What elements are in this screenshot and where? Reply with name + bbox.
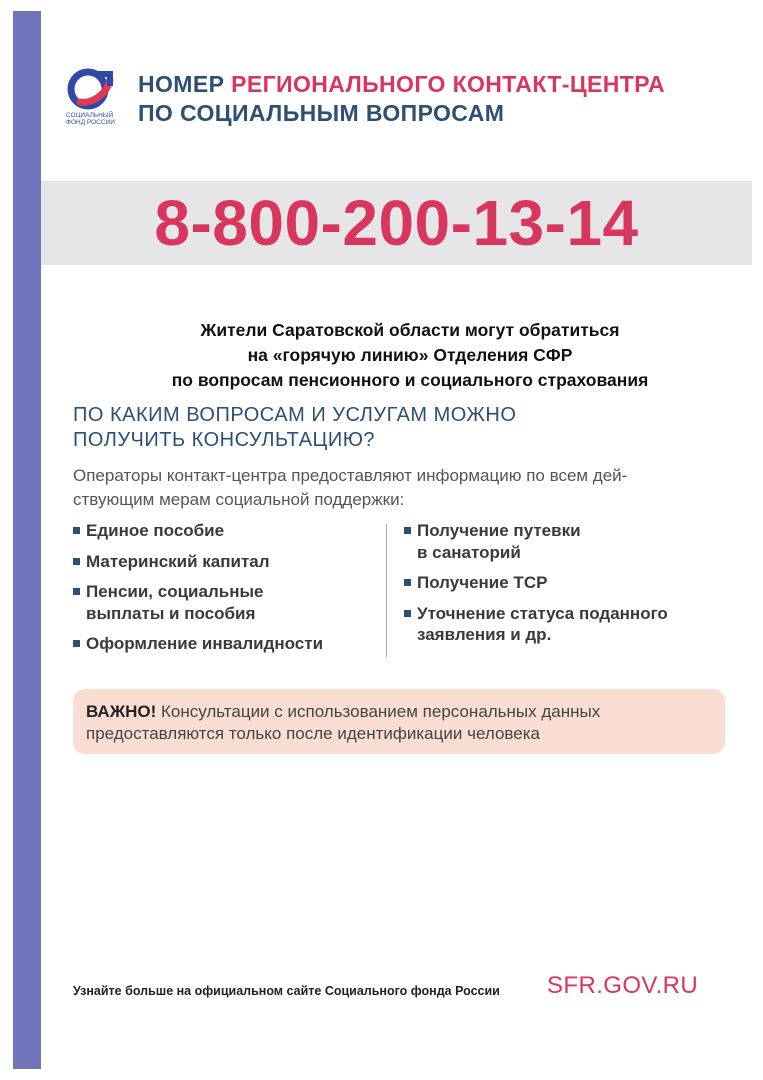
important-label: ВАЖНО! (86, 702, 157, 721)
residents-info (60, 318, 760, 393)
title-part-1: НОМЕР (138, 71, 232, 97)
footer-site-link[interactable]: SFR.GOV.RU (547, 972, 699, 999)
list-item: Единое пособие (73, 520, 373, 542)
services-list-right (404, 520, 734, 655)
important-line-2: предоставляются только после идентификации человека (86, 724, 540, 743)
column-divider (386, 524, 387, 657)
logo-caption: СОЦИАЛЬНЫЙ ФОНД РОССИИ (66, 112, 115, 126)
residents-line-3: по вопросам пенсионного и социального страхования (171, 370, 649, 390)
intro-line-2: ствующим мерам социальной поддержки: (73, 490, 405, 509)
square-bullet-icon (404, 610, 411, 617)
intro-text (73, 464, 738, 512)
list-item: Материнский капитал (73, 551, 373, 573)
title-line-2: ПО СОЦИАЛЬНЫМ ВОПРОСАМ (138, 100, 505, 126)
page-title (138, 70, 758, 128)
list-item: Уточнение статуса поданного заявления и др. (404, 603, 734, 646)
list-item: Пенсии, социальные выплаты и пособия (73, 581, 373, 624)
square-bullet-icon (404, 579, 411, 586)
list-item: Получение ТСР (404, 572, 734, 594)
intro-line-1: Операторы контакт-центра предоставляют информацию по всем дей- (73, 466, 628, 485)
square-bullet-icon (404, 527, 411, 534)
footer-text: Узнайте больше на официальном сайте Социального фонда России (73, 984, 500, 998)
services-list-left (73, 520, 373, 664)
phone-number[interactable]: 8-800-200-13-14 (154, 187, 639, 259)
residents-line-2: на «горячую линию» Отделения СФР (247, 345, 573, 365)
square-bullet-icon (73, 558, 80, 565)
square-bullet-icon (73, 588, 80, 595)
title-part-2: РЕГИОНАЛЬНОГО КОНТАКТ-ЦЕНТРА (231, 71, 665, 97)
important-line-1: Консультации с использованием персональных данных (156, 702, 601, 721)
section-heading-line-2: ПОЛУЧИТЬ КОНСУЛЬТАЦИЮ? (73, 429, 376, 451)
square-bullet-icon (73, 640, 80, 647)
residents-line-1: Жители Саратовской области могут обратиться (200, 320, 620, 340)
important-notice (73, 689, 725, 754)
left-decorative-stripe (13, 11, 41, 1069)
section-heading-line-1: ПО КАКИМ ВОПРОСАМ И УСЛУГАМ МОЖНО (73, 404, 517, 426)
square-bullet-icon (73, 527, 80, 534)
section-heading (73, 403, 673, 453)
list-item: Оформление инвалидности (73, 633, 373, 655)
list-item: Получение путевки в санаторий (404, 520, 734, 563)
